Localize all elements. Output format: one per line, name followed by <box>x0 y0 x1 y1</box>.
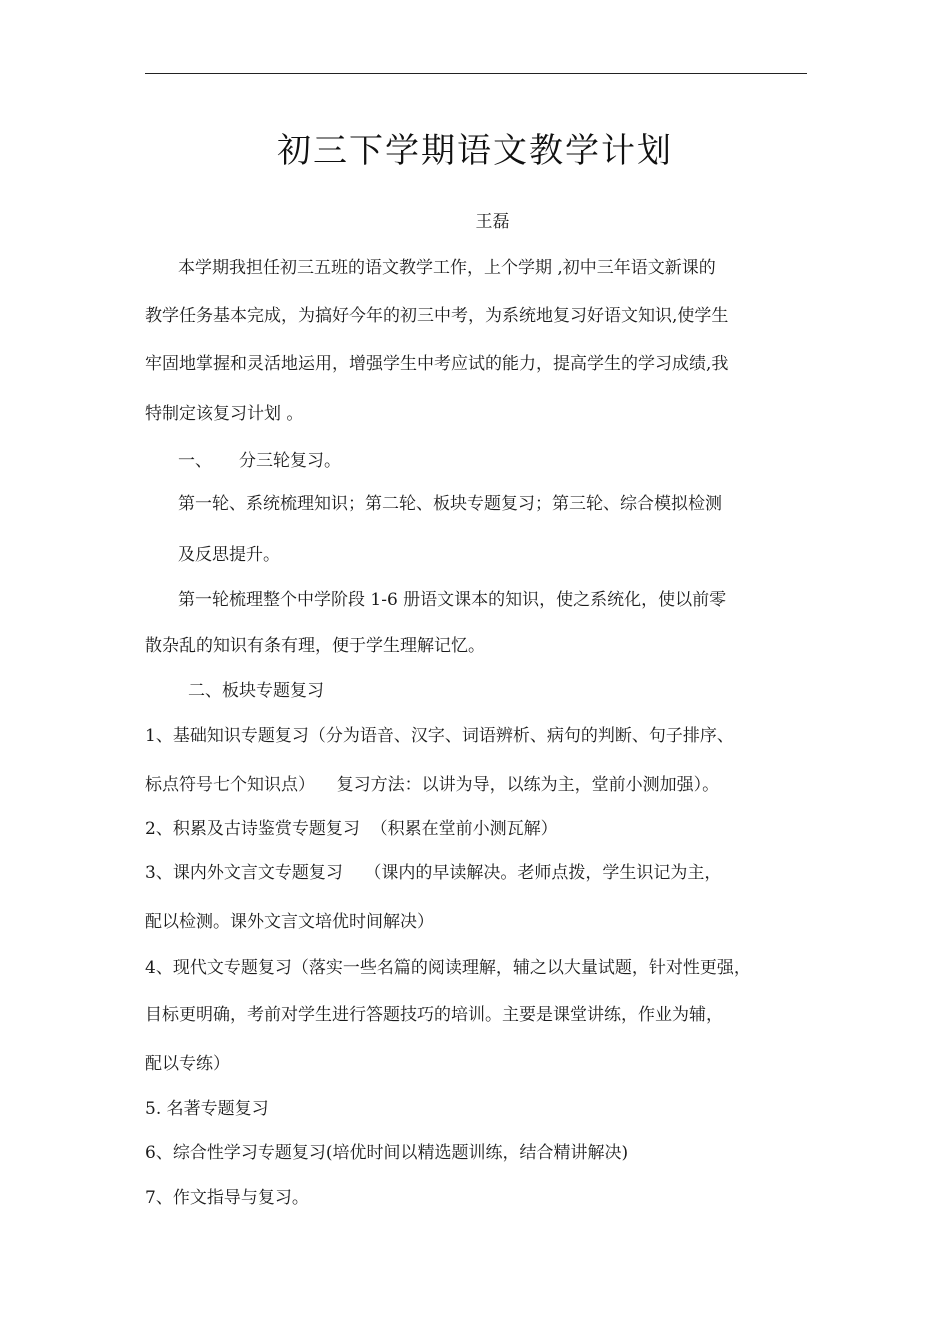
paragraph-line: 第一轮、系统梳理知识；第二轮、板块专题复习；第三轮、综合模拟检测 <box>178 494 722 514</box>
paragraph-line: 散杂乱的知识有条有理，便于学生理解记忆。 <box>145 636 485 656</box>
list-item-line: 配以检测。课外文言文培优时间解决） <box>145 912 434 932</box>
list-item-line: 6、综合性学习专题复习(培优时间以精选题训练，结合精讲解决) <box>145 1143 629 1163</box>
list-item-line: 1、基础知识专题复习（分为语音、汉字、词语辨析、病句的判断、句子排序、 <box>145 726 734 746</box>
header-rule <box>145 73 807 74</box>
paragraph-line: 第一轮梳理整个中学阶段 1-6 册语文课本的知识，使之系统化，使以前零 <box>178 590 727 610</box>
paragraph-line: 教学任务基本完成，为搞好今年的初三中考，为系统地复习好语文知识,使学生 <box>145 306 729 326</box>
list-item-line: 7、作文指导与复习。 <box>145 1188 309 1208</box>
list-item-line: 2、积累及古诗鉴赏专题复习 （积累在堂前小测瓦解） <box>145 819 558 839</box>
paragraph-line: 及反思提升。 <box>178 545 280 565</box>
document-title: 初三下学期语文教学计划 <box>277 131 673 171</box>
list-item-line: 标点符号七个知识点） 复习方法：以讲为导，以练为主，堂前小测加强）。 <box>145 775 720 795</box>
list-item-line: 配以专练） <box>145 1054 230 1074</box>
section-heading: 一、 分三轮复习。 <box>178 451 342 471</box>
author-name: 王磊 <box>475 212 510 232</box>
list-item-line: 目标更明确，考前对学生进行答题技巧的培训。主要是课堂讲练，作业为辅， <box>145 1005 723 1025</box>
section-heading: 二、板块专题复习 <box>188 681 324 701</box>
paragraph-line: 特制定该复习计划 。 <box>145 404 304 424</box>
paragraph-line: 本学期我担任初三五班的语文教学工作，上个学期 ,初中三年语文新课的 <box>178 258 716 278</box>
list-item-line: 5. 名著专题复习 <box>145 1099 269 1119</box>
list-item-line: 4、现代文专题复习（落实一些名篇的阅读理解，辅之以大量试题，针对性更强， <box>145 958 751 978</box>
list-item-line: 3、课内外文言文专题复习 （课内的早读解决。老师点拨，学生识记为主， <box>145 863 722 883</box>
paragraph-line: 牢固地掌握和灵活地运用，增强学生中考应试的能力，提高学生的学习成绩,我 <box>145 354 729 374</box>
